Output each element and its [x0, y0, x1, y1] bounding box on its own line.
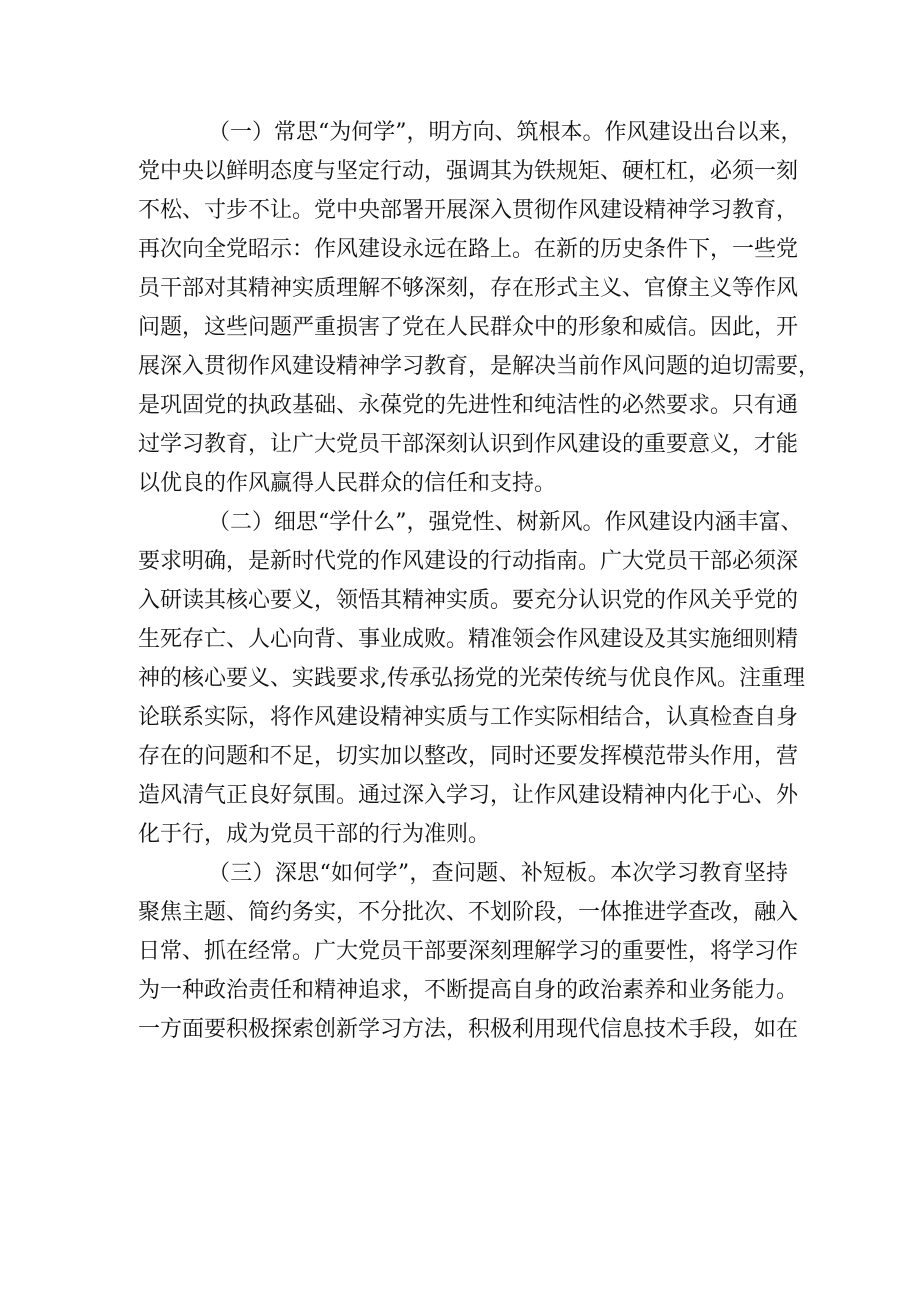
- text-line: 不松、寸步不让。党中央部署开展深入贯彻作风建设精神学习教育，: [138, 198, 799, 223]
- text-line: （三）深思“如何学”，查问题、补短板。本次学习教育坚持: [208, 861, 788, 886]
- text-line: 员干部对其精神实质理解不够深刻，存在形式主义、官僚主义等作风: [138, 276, 799, 301]
- text-line: 日常、抓在经常。广大党员干部要深刻理解学习的重要性，将学习作: [138, 939, 799, 964]
- text-line: 聚焦主题、简约务实，不分批次、不划阶段，一体推进学查改，融入: [138, 900, 799, 925]
- text-line: 问题，这些问题严重损害了党在人民群众中的形象和威信。因此，开: [138, 315, 799, 340]
- paragraph-1: [138, 113, 821, 503]
- paragraph-3: [138, 854, 799, 1049]
- text-line: 化于行，成为党员干部的行为准则。: [138, 822, 491, 847]
- text-line: 入研读其核心要义，领悟其精神实质。要充分认识党的作风关乎党的: [138, 588, 799, 613]
- document-body: [138, 113, 821, 1049]
- text-line: 再次向全党昭示：作风建设永远在路上。在新的历史条件下，一些党: [138, 237, 799, 262]
- text-line: 生死存亡、人心向背、事业成败。精准领会作风建设及其实施细则精: [138, 627, 799, 652]
- text-line: 要求明确，是新时代党的作风建设的行动指南。广大党员干部必须深: [138, 549, 799, 574]
- text-line: （二）细思“学什么”，强党性、树新风。作风建设内涵丰富、: [208, 510, 803, 535]
- paragraph-2: [138, 503, 805, 854]
- text-line: （一）常思“为何学”，明方向、筑根本。作风建设出台以来，: [208, 120, 803, 145]
- text-line: 论联系实际，将作风建设精神实质与工作实际相结合，认真检查自身: [138, 705, 799, 730]
- text-line: 是巩固党的执政基础、永葆党的先进性和纯洁性的必然要求。只有通: [138, 393, 799, 418]
- text-line: 造风清气正良好氛围。通过深入学习，让作风建设精神内化于心、外: [138, 783, 799, 808]
- text-line: 过学习教育，让广大党员干部深刻认识到作风建设的重要意义，才能: [138, 432, 799, 457]
- text-line: 存在的问题和不足，切实加以整改，同时还要发挥模范带头作用，营: [138, 744, 799, 769]
- text-line: 为一种政治责任和精神追求，不断提高自身的政治素养和业务能力。: [138, 978, 799, 1003]
- text-line: 党中央以鲜明态度与坚定行动，强调其为铁规矩、硬杠杠，必须一刻: [138, 159, 799, 184]
- text-line: 一方面要积极探索创新学习方法，积极利用现代信息技术手段，如在: [138, 1017, 799, 1042]
- text-line: 以优良的作风赢得人民群众的信任和支持。: [138, 471, 557, 496]
- text-line: 神的核心要义、实践要求,传承弘扬党的光荣传统与优良作风。注重理: [138, 666, 805, 691]
- text-line: 展深入贯彻作风建设精神学习教育，是解决当前作风问题的迫切需要，: [138, 354, 821, 379]
